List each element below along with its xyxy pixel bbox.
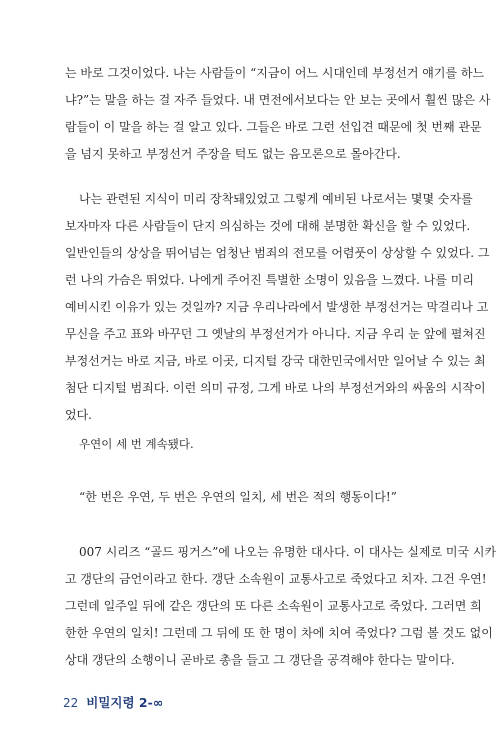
text-line: “한 번은 우연, 두 번은 우연의 일치, 세 번은 적의 행동이다!” bbox=[79, 490, 397, 504]
text-line: 나는 관련된 지식이 미리 장착돼있었고 그렇게 예비된 나로서는 몇몇 숫자를 bbox=[79, 192, 473, 206]
text-line: 람들이 이 말을 하는 걸 알고 있다. 그들은 바로 그런 선입견 때문에 첫 번째 관문 bbox=[65, 120, 482, 134]
paragraph-3 bbox=[65, 431, 443, 458]
text-line: 을 넘지 못하고 부정선거 주장을 턱도 없는 음모론으로 몰아간다. bbox=[65, 147, 401, 161]
paragraph-2 bbox=[65, 186, 490, 429]
paragraph-4-quote bbox=[65, 484, 443, 511]
text-line: 보자마자 다른 사람들이 단지 의심하는 것에 대해 분명한 확신을 할 수 있었다. bbox=[65, 219, 471, 233]
text-line: 고 갱단의 금언이라고 한다. 갱단 소속원이 교통사고로 죽었다고 치자. 그건 우연! bbox=[65, 572, 487, 586]
text-line: 007 시리즈 “골드 핑거스”에 나오는 유명한 대사다. 이 대사는 실제로 미국 시카 bbox=[79, 545, 497, 559]
text-line: 그런데 일주일 뒤에 같은 갱단의 또 다른 소속원이 교통사고로 죽었다. 그러면 희 bbox=[65, 599, 482, 613]
page-number: 22 bbox=[63, 696, 79, 710]
text-line: 예비시킨 이유가 있는 것일까? 지금 우리나라에서 발생한 부정선거는 막걸리나 고 bbox=[65, 300, 489, 314]
text-line: 런 나의 가슴은 뛰었다. 나에게 주어진 특별한 소명이 있음을 느꼈다. 나를 미리 bbox=[65, 273, 474, 287]
book-title: 비밀지령 2-∞ bbox=[86, 695, 164, 710]
paragraph-1 bbox=[65, 60, 491, 168]
text-line: 한한 우연의 일치! 그런데 그 뒤에 또 한 명이 차에 치여 죽었다? 그럼 볼 것도 없이 bbox=[65, 626, 493, 640]
page-footer bbox=[63, 693, 163, 713]
text-line: 일반인들의 상상을 뛰어넘는 엄청난 범죄의 전모를 어렴풋이 상상할 수 있었다. 그 bbox=[65, 246, 490, 260]
text-line: 우연이 세 번 계속됐다. bbox=[79, 437, 194, 451]
paragraph-5 bbox=[65, 539, 497, 674]
text-line: 상대 갱단의 소행이니 곧바로 총을 들고 그 갱단을 공격해야 한다는 말이다. bbox=[65, 653, 455, 667]
text-line: 었다. bbox=[65, 408, 92, 422]
text-line: 는 바로 그것이었다. 나는 사람들이 “지금이 어느 시대인데 부정선거 얘기를 하느 bbox=[65, 66, 485, 80]
text-line: 냐?”는 말을 하는 걸 자주 들었다. 내 면전에서보다는 안 보는 곳에서 훨씬 많은 사 bbox=[65, 93, 491, 107]
text-line: 무신을 주고 표와 바꾸던 그 옛날의 부정선거가 아니다. 지금 우리 눈 앞에 펼쳐진 bbox=[65, 327, 486, 341]
text-line: 부정선거는 바로 지금, 바로 이곳, 디지털 강국 대한민국에서만 일어날 수 있는 최 bbox=[65, 354, 486, 368]
text-line: 첨단 디지털 범죄다. 이런 의미 규정, 그게 바로 나의 부정선거와의 싸움의 시작이 bbox=[65, 381, 486, 395]
